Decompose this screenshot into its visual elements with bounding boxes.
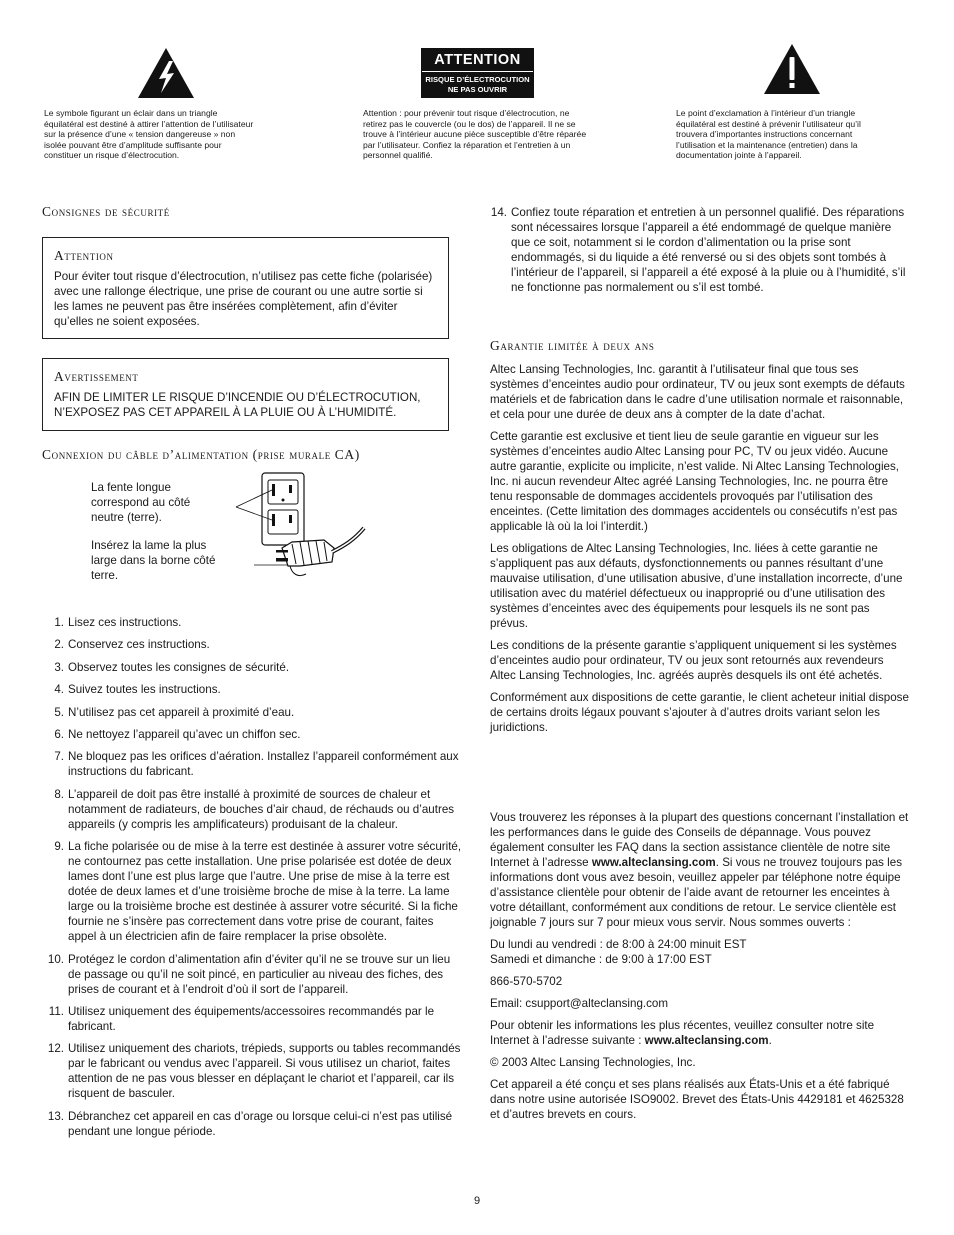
support-phone: 866-570-5702: [490, 975, 563, 988]
list-item-text: Suivez toutes les instructions.: [68, 683, 221, 697]
lightning-triangle-icon: [137, 47, 195, 99]
power-cable-heading: Connexion du câble d’alimentation (prise murale CA): [42, 447, 360, 462]
list-item-number: 3.: [54, 660, 64, 674]
list-item: [42, 839, 464, 944]
list-item-number: 1.: [54, 616, 64, 629]
list-item: [42, 787, 464, 832]
warranty-paragraph: Les obligations de Altec Lansing Technologies, Inc. liées à cette garantie ne s’appliquent pas aux défauts, dysfonctionnements ou pannes résultant d’une mauvaise utilisation, d’une utilisation abusive, d’une installation incorrecte, d’une utilisation avec du matériel défectueux ou inapproprié ou d’une utilisation des systèmes d’enceintes avec des équipements pour lesquels ils ne sont pas prévus.: [490, 542, 903, 630]
attention-label-sub1: RISQUE D’ÉLECTROCUTION: [425, 75, 530, 84]
list-item-number: 9.: [54, 840, 64, 854]
warranty-body: [490, 362, 910, 742]
list-item: [42, 660, 464, 675]
attention-symbol-text: Attention : pour prévenir tout risque d’électrocution, ne retirez pas le couvercle (ou le dos) de l’appareil. Il ne se trouve à l’intérieur aucune pièce susceptible d’être réparée par l’utilisateur. Confiez la réparation et l’entretien à un personnel qualifié.: [363, 108, 587, 161]
attention-box-title: Attention: [54, 248, 114, 263]
page-number: 9: [473, 1195, 481, 1207]
warning-box-text: AFIN DE LIMITER LE RISQUE D’INCENDIE OU D’ÉLECTROCUTION, N’EXPOSEZ PAS CET APPAREIL À LA PLUIE OU À L’HUMIDITÉ.: [54, 391, 421, 419]
list-item-number: 14.: [490, 206, 507, 219]
list-item: [42, 615, 464, 630]
list-item: [42, 1109, 464, 1139]
list-item: [42, 1004, 464, 1034]
attention-box: [42, 237, 449, 339]
list-item-text: L’appareil de doit pas être installé à proximité de sources de chaleur et notamment de radiateurs, de bouches d’air chaud, de réchauds ou d’autres appareils (y compris les amplificateurs) produisant de la chaleur.: [68, 787, 455, 831]
manufacturing-note: Cet appareil a été conçu et ses plans réalisés aux États-Unis et a été fabriqué dans notre usine autorisée ISO9002. Brevet des États-Unis 4429181 et 4625328 et d’autres brevets en cours.: [490, 1078, 904, 1121]
list-item-number: 13.: [47, 1109, 64, 1123]
list-item: [42, 727, 464, 742]
list-item: [42, 705, 464, 720]
support-paragraph-1: Vous trouverez les réponses à la plupart des questions concernant l’installation et les performances dans le guide des Conseils de dépannage. Vous pouvez également consulter les FAQ dans la section assistance clientèle de notre site Internet à l’adresse www.alteclansing.com. Si vous ne trouvez toujours pas les informations dont vous avez besoin, veuillez appeler par téléphone notre équipe d’assistance clientèle pour obtenir de l’aide avant de retourner les enceintes à votre détaillant, conformément aux conditions de retour. Le service clientèle est joignable 7 jours sur 7 pour mieux vous servir. Nous sommes ouverts :: [490, 811, 909, 929]
warranty-paragraph: Les conditions de la présente garantie s’appliquent uniquement si les systèmes d’enceintes audio pour ordinateur, TV ou jeux sont retournés aux revendeurs Altec Lansing Technologies, Inc. agréés auprès desquels ils ont été achetés.: [490, 639, 897, 682]
list-item-text: Ne nettoyez l’appareil qu’avec un chiffon sec.: [68, 727, 301, 741]
list-item: [42, 1041, 464, 1101]
website-link[interactable]: www.alteclansing.com: [644, 1034, 769, 1047]
safety-instruction-14: [485, 205, 910, 302]
list-item: [42, 637, 464, 652]
list-item-text: Lisez ces instructions.: [68, 616, 182, 629]
website-link[interactable]: www.alteclansing.com: [591, 856, 716, 869]
list-item: [42, 952, 464, 997]
list-item: [42, 749, 464, 779]
exclamation-symbol-text: Le point d’exclamation à l’intérieur d’un triangle équilatéral est destiné à prévenir l’utilisateur qu’il trouvera d’importantes instructions concernant l’utilisation et la maintenance (entretien) dans la documentation jointe à l’appareil.: [676, 108, 861, 161]
list-item-number: 2.: [54, 638, 64, 652]
list-item-text: Utilisez uniquement des équipements/accessoires recommandés par le fabricant.: [68, 1004, 435, 1033]
safety-heading: Consignes de sécurité: [42, 204, 170, 219]
list-item: [485, 205, 910, 295]
list-item-number: 5.: [54, 705, 64, 719]
list-item-number: 12.: [47, 1042, 64, 1056]
warranty-paragraph: Cette garantie est exclusive et tient lieu de seule garantie en vigueur sur les systèmes d’enceintes audio Altec Lansing pour PC, TV ou jeux vidéo. Aucune autre garantie, explicite ou implicite, n’est valide. Ni Altec Lansing Technologies, Inc. ni aucun revendeur Altec agréé Lansing Technologies, Inc. ne pourra être tenu responsable de dommages accidentels provoqués par l’utilisation des enceintes. (Cette limitation des dommages accidentels ou consécutifs n’est pas applicable là où la loi l’interdit.): [490, 430, 900, 533]
warranty-paragraph: Conformément aux dispositions de cette garantie, le client acheteur initial dispose de certains droits légaux pouvant s’ajouter à d’autres droits variant selon les juridictions.: [490, 691, 909, 734]
list-item: [42, 682, 464, 697]
safety-instructions-list: [42, 615, 464, 1146]
attention-label: [421, 48, 534, 98]
support-section: [490, 810, 910, 1122]
list-item-text: Conservez ces instructions.: [68, 638, 210, 652]
lightning-symbol-text: Le symbole figurant un éclair dans un triangle équilatéral est destiné à attirer l’attention de l’utilisateur sur la présence d’une « tension dangereuse » non isolée pouvant être d’amplitude suffisante pour constituer un risque d’électrocution.: [44, 108, 254, 161]
hours-weekday: Du lundi au vendredi : de 8:00 à 24:00 minuit EST: [490, 938, 747, 951]
exclamation-triangle-icon: [763, 43, 821, 95]
list-item-text: La fiche polarisée ou de mise à la terre est destinée à assurer votre sécurité, ne contournez pas cette installation. Une prise polarisée est dotée de deux lames dont l’une est plus large que l’autre. Une prise de mise à la terre est dotée de deux lames et d’une troisième broche de mise à la terre. La lame large ou la troisième broche est destinée à assurer votre sécurité. Si la fiche fournie ne s’insère pas correctement dans votre prise de courant, faites appel à un électricien afin de faire remplacer la prise obsolète.: [68, 840, 462, 944]
list-item-number: 11.: [48, 1004, 64, 1018]
plug-caption-1: La fente longue correspond au côté neutre (terre).: [91, 481, 191, 524]
list-item-number: 8.: [54, 787, 64, 801]
attention-box-text: Pour éviter tout risque d’électrocution, n’utilisez pas cette fiche (polarisée) avec une rallonge électrique, une prise de courant ou une autre sortie si les lames ne peuvent pas être insérées complètement, afin d’éviter qu’elles ne soient exposées.: [54, 270, 433, 328]
polarized-plug-illustration: [232, 470, 372, 580]
warning-box-title: Avertissement: [54, 369, 139, 384]
list-item-number: 4.: [54, 683, 64, 697]
list-item-text: Débranchez cet appareil en cas d’orage ou lorsque celui-ci n’est pas utilisé pendant une longue période.: [68, 1109, 453, 1138]
list-item-number: 6.: [54, 727, 64, 741]
list-item-text: Ne bloquez pas les orifices d’aération. Installez l’appareil conformément aux instructions du fabricant.: [68, 750, 459, 779]
list-item-text: Confiez toute réparation et entretien à un personnel qualifié. Des réparations sont nécessaires lorsque l’appareil a été endommagé de quelque manière que ce soit, notamment si le cordon d’alimentation ou la prise sont endommagés, si du liquide a été renversé ou si des objets sont tombés à l’intérieur de l’appareil, si l’appareil a été exposé à la pluie ou à l’humidité, s’il ne fonctionne pas normalement ou s’il est tombé.: [511, 206, 906, 294]
list-item-text: Protégez le cordon d’alimentation afin d’éviter qu’il ne se trouve sur un lieu de passage ou qu’il ne soit pincé, en particulier au niveau des fiches, des prises de courant et à l’endroit d’où il sort de l’appareil.: [68, 952, 451, 996]
support-email: Email: csupport@alteclansing.com: [490, 997, 669, 1010]
list-item-number: 10.: [47, 952, 64, 966]
list-item-text: Observez toutes les consignes de sécurité.: [68, 660, 290, 674]
list-item-number: 7.: [54, 750, 64, 764]
hours-weekend: Samedi et dimanche : de 9:00 à 17:00 EST: [490, 953, 712, 966]
warranty-paragraph: Altec Lansing Technologies, Inc. garantit à l’utilisateur final que tous ses systèmes d’enceintes audio pour ordinateur, TV ou jeux sont exempts de défauts matériels et de fabrication dans le cadre d’une utilisation normale et raisonnable, et cela pour une durée de deux ans à compter de la date d’achat.: [490, 363, 905, 421]
attention-label-title: ATTENTION: [434, 52, 521, 68]
attention-label-sub2: NE PAS OUVRIR: [447, 85, 508, 94]
support-paragraph-2: Pour obtenir les informations les plus récentes, veuillez consulter notre site Internet à l’adresse suivante : www.alteclansing.com.: [490, 1019, 875, 1047]
list-item-text: Utilisez uniquement des chariots, trépieds, supports ou tables recommandés par le fabricant ou vendus avec l’appareil. Si vous utilisez un chariot, faites attention de ne pas vous blesser en déplaçant le chariot et l’appareil, car ils risquent de basculer.: [68, 1042, 461, 1101]
list-item-text: N’utilisez pas cet appareil à proximité d’eau.: [68, 705, 295, 719]
warranty-heading: Garantie limitée à deux ans: [490, 338, 655, 353]
copyright: © 2003 Altec Lansing Technologies, Inc.: [490, 1056, 696, 1069]
plug-caption-2: Insérez la lame la plus large dans la borne côté terre.: [91, 539, 216, 582]
warning-box: [42, 358, 449, 431]
